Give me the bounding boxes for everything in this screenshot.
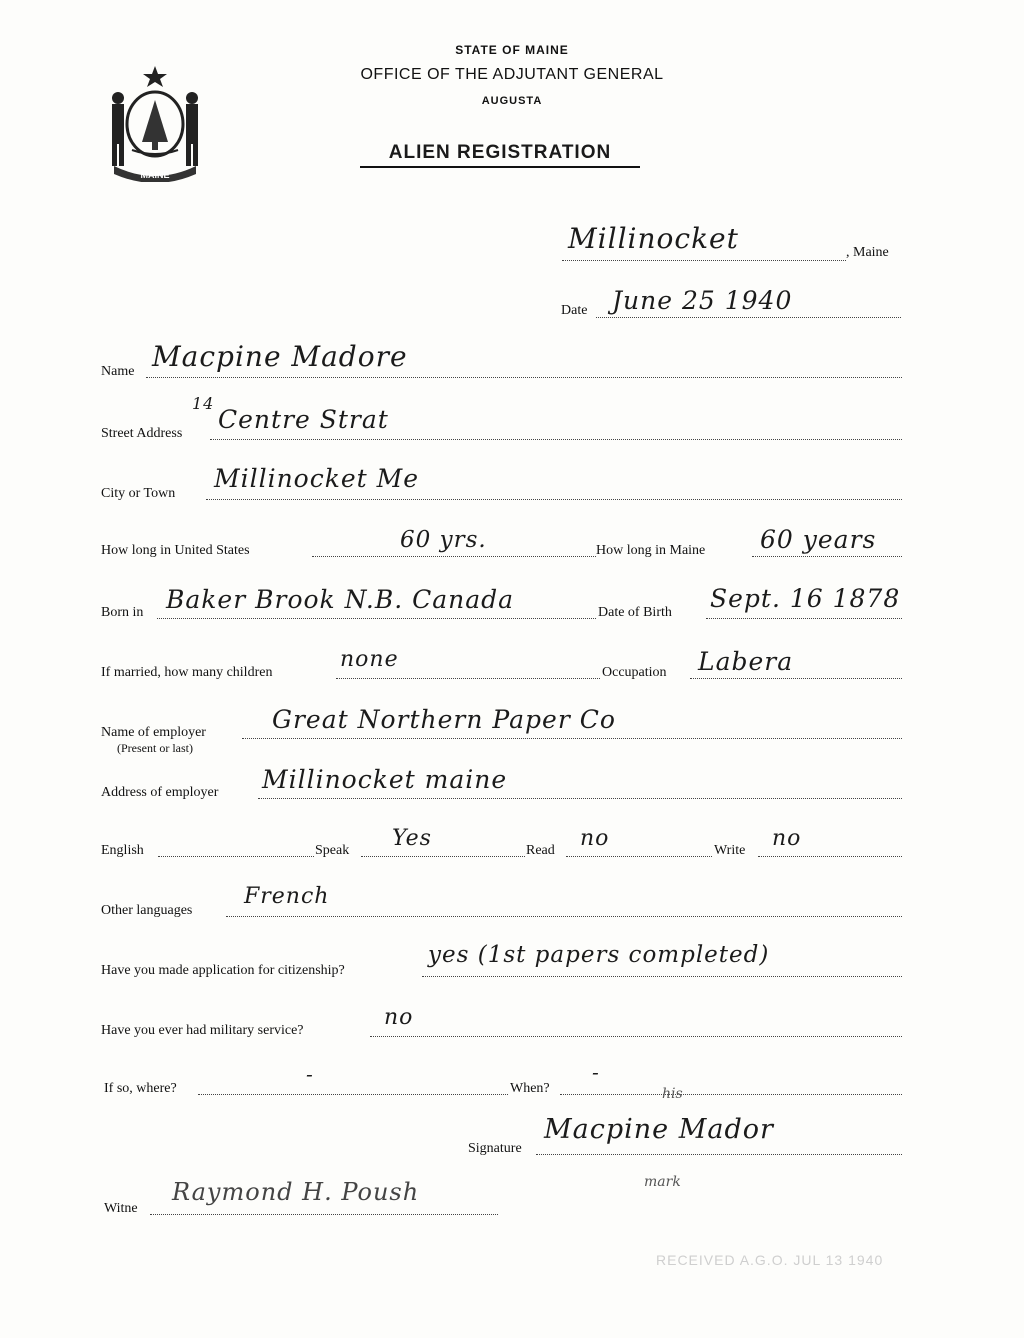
name-line: [146, 377, 902, 378]
street-label: Street Address: [101, 426, 183, 441]
employer-address-line: [258, 798, 902, 799]
citizenship-label: Have you made application for citizenship?: [101, 963, 345, 978]
how-long-maine-label: How long in Maine: [596, 543, 706, 558]
children-label: If married, how many children: [101, 665, 273, 680]
write-line: [758, 856, 902, 857]
born-in-line: [157, 618, 596, 619]
other-languages-label: Other languages: [101, 903, 193, 918]
date-value[interactable]: June 25 1940: [612, 286, 793, 315]
where-label: If so, where?: [104, 1081, 177, 1096]
how-long-us-label: How long in United States: [101, 543, 250, 558]
speak-label: Speak: [315, 843, 350, 858]
witness-value[interactable]: Raymond H. Poush: [172, 1178, 420, 1206]
signature-mark: mark: [644, 1174, 681, 1190]
form-title: ALIEN REGISTRATION: [360, 142, 640, 168]
where-value[interactable]: -: [306, 1062, 314, 1086]
city-value[interactable]: Millinocket Me: [214, 464, 420, 493]
name-value[interactable]: Macpine Madore: [152, 340, 408, 373]
military-value[interactable]: no: [384, 1005, 414, 1030]
town-value[interactable]: Millinocket: [568, 222, 739, 255]
how-long-maine-line: [752, 556, 902, 557]
occupation-value[interactable]: Labera: [698, 647, 794, 676]
street-line: [210, 439, 902, 440]
born-in-value[interactable]: Baker Brook N.B. Canada: [166, 585, 515, 614]
employer-note: (Present or last): [117, 741, 193, 755]
write-label: Write: [714, 843, 746, 858]
military-label: Have you ever had military service?: [101, 1023, 304, 1038]
read-value[interactable]: no: [580, 826, 610, 851]
english-label: English: [101, 843, 144, 858]
city-line: [206, 499, 902, 500]
read-line: [566, 856, 712, 857]
dob-line: [706, 618, 902, 619]
where-line: [198, 1094, 508, 1095]
how-long-us-value[interactable]: 60 yrs.: [400, 527, 487, 553]
write-value[interactable]: no: [772, 826, 802, 851]
name-label: Name: [101, 364, 135, 379]
employer-value[interactable]: Great Northern Paper Co: [272, 705, 616, 734]
signature-value[interactable]: Macpine Mador: [544, 1114, 774, 1145]
when-line: [560, 1094, 902, 1095]
employer-address-value[interactable]: Millinocket maine: [262, 765, 508, 794]
children-value[interactable]: none: [340, 647, 399, 672]
header-city: AUGUSTA: [481, 95, 543, 107]
occupation-line: [690, 678, 902, 679]
dob-label: Date of Birth: [598, 605, 672, 620]
other-languages-line: [226, 916, 902, 917]
city-label: City or Town: [101, 486, 176, 501]
header-state: STATE OF MAINE: [455, 43, 569, 57]
other-languages-value[interactable]: French: [244, 884, 330, 909]
english-line: [158, 856, 314, 857]
read-label: Read: [526, 843, 555, 858]
street-number-value[interactable]: 14: [192, 394, 215, 413]
received-stamp: RECEIVED A.G.O. JUL 13 1940: [656, 1252, 884, 1268]
born-in-label: Born in: [101, 605, 144, 620]
when-value[interactable]: -: [592, 1060, 600, 1084]
date-line: [596, 317, 901, 318]
employer-label: Name of employer: [101, 725, 206, 740]
street-value[interactable]: Centre Strat: [218, 405, 389, 434]
header-office: OFFICE OF THE ADJUTANT GENERAL: [360, 66, 664, 83]
signature-label: Signature: [468, 1141, 522, 1156]
maine-label: , Maine: [846, 245, 889, 260]
seal-banner-text: MAINE: [140, 170, 170, 180]
how-long-us-line: [312, 556, 596, 557]
employer-address-label: Address of employer: [101, 785, 219, 800]
date-label: Date: [561, 303, 588, 318]
occupation-label: Occupation: [602, 665, 667, 680]
children-line: [336, 678, 600, 679]
dob-value[interactable]: Sept. 16 1878: [710, 584, 901, 613]
speak-line: [361, 856, 525, 857]
signature-mark-above: his: [662, 1086, 683, 1102]
citizenship-line: [422, 976, 902, 977]
speak-value[interactable]: Yes: [392, 826, 432, 851]
how-long-maine-value[interactable]: 60 years: [760, 525, 877, 554]
employer-line: [242, 738, 902, 739]
witness-label: Witne: [104, 1201, 138, 1216]
military-line: [370, 1036, 902, 1037]
when-label: When?: [510, 1081, 550, 1096]
witness-line: [150, 1214, 498, 1215]
town-line: [562, 260, 846, 261]
signature-line: [536, 1154, 902, 1155]
citizenship-value[interactable]: yes (1st papers completed): [428, 942, 770, 968]
